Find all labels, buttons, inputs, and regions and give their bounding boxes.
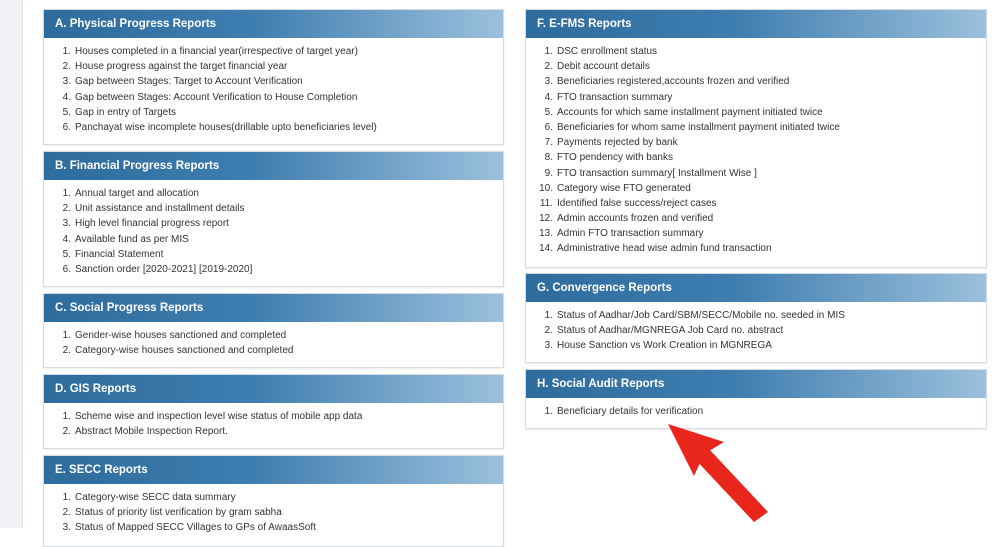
item-number: 2 . xyxy=(535,323,553,338)
panel-title: E. SECC Reports xyxy=(44,456,503,484)
report-item xyxy=(535,196,976,211)
report-link[interactable]: Status of Mapped SECC Villages to GPs of AwaasSoft xyxy=(75,522,316,534)
arrow-shaft xyxy=(694,448,768,522)
item-number: 14 . xyxy=(535,241,553,256)
report-link[interactable]: Annual target and allocation xyxy=(75,188,199,199)
panel-efms-reports xyxy=(525,9,987,268)
report-item xyxy=(53,59,493,74)
item-number: 4 . xyxy=(535,90,553,105)
report-link[interactable]: High level financial progress report xyxy=(75,218,229,230)
item-number: 2 . xyxy=(53,505,71,520)
report-item xyxy=(535,135,976,150)
item-number: 2 . xyxy=(53,343,71,358)
report-item xyxy=(53,186,493,201)
item-number: 12 . xyxy=(535,211,553,226)
report-link[interactable]: Admin accounts frozen and verified xyxy=(557,213,714,225)
report-item xyxy=(535,226,976,241)
report-link[interactable]: Panchayat wise incomplete houses(drillable upto beneficiaries level) xyxy=(75,121,377,133)
report-link[interactable]: Admin FTO transaction summary xyxy=(557,228,704,240)
panel-title: G. Convergence Reports xyxy=(526,274,986,302)
report-link[interactable]: Gap between Stages: Target to Account Verification xyxy=(75,76,303,88)
report-item xyxy=(535,211,976,226)
item-number: 2 . xyxy=(53,201,71,216)
item-number: 3 . xyxy=(53,216,71,231)
report-item xyxy=(535,308,976,323)
report-item xyxy=(535,90,976,105)
left-margin-strip xyxy=(0,0,23,528)
report-item xyxy=(53,201,493,216)
report-link[interactable]: Scheme wise and inspection level wise status of mobile app data xyxy=(75,411,363,422)
report-link[interactable]: Gap in entry of Targets xyxy=(75,106,176,118)
report-item xyxy=(53,120,493,135)
report-link[interactable]: Beneficiaries registered,accounts frozen and verified xyxy=(557,76,790,88)
panel-physical-progress-reports xyxy=(43,9,504,145)
report-list xyxy=(53,186,493,277)
report-item xyxy=(53,328,493,343)
report-link[interactable]: FTO transaction summary xyxy=(557,91,673,103)
report-item xyxy=(53,105,493,120)
report-link[interactable]: House progress against the target financial year xyxy=(75,61,288,73)
item-number: 5 . xyxy=(53,105,71,120)
panel-title: D. GIS Reports xyxy=(44,375,503,403)
report-list xyxy=(53,44,493,135)
item-number: 1 . xyxy=(535,308,553,323)
item-number: 1 . xyxy=(53,186,71,201)
report-list xyxy=(53,328,493,358)
report-link[interactable]: House Sanction vs Work Creation in MGNREGA xyxy=(557,340,772,352)
panel-title: F. E-FMS Reports xyxy=(526,10,986,38)
report-link[interactable]: Beneficiary details for verification xyxy=(557,406,704,417)
report-link[interactable]: Financial Statement xyxy=(75,248,164,260)
report-link[interactable]: Status of Aadhar/Job Card/SBM/SECC/Mobile no. seeded in MIS xyxy=(557,310,845,321)
report-list xyxy=(535,44,976,257)
item-number: 3 . xyxy=(535,338,553,353)
report-list xyxy=(535,308,976,354)
report-link[interactable]: DSC enrollment status xyxy=(557,46,658,57)
report-item xyxy=(53,409,493,424)
report-link[interactable]: Unit assistance and installment details xyxy=(75,203,245,215)
item-number: 13 . xyxy=(535,226,553,241)
report-item xyxy=(53,505,493,520)
panel-gis-reports xyxy=(43,374,504,449)
item-number: 2 . xyxy=(535,59,553,74)
panel-secc-reports xyxy=(43,455,504,547)
report-item xyxy=(535,120,976,135)
report-item xyxy=(53,232,493,247)
item-number: 7 . xyxy=(535,135,553,150)
report-link[interactable]: FTO transaction summary[ Installment Wise ] xyxy=(557,167,757,179)
report-link[interactable]: Category-wise houses sanctioned and completed xyxy=(75,345,294,357)
item-number: 3 . xyxy=(535,74,553,89)
report-item xyxy=(535,404,976,419)
item-number: 3 . xyxy=(53,520,71,535)
report-item xyxy=(53,424,493,439)
red-pointer-arrow-icon xyxy=(660,418,780,526)
report-item xyxy=(535,150,976,165)
item-number: 4 . xyxy=(53,90,71,105)
report-item xyxy=(53,216,493,231)
panel-financial-progress-reports xyxy=(43,151,504,287)
item-number: 10 . xyxy=(535,181,553,196)
item-number: 6 . xyxy=(53,262,71,277)
item-number: 3 . xyxy=(53,74,71,89)
report-link[interactable]: Houses completed in a financial year(irrespective of target year) xyxy=(75,46,358,57)
report-link[interactable]: Category-wise SECC data summary xyxy=(75,492,236,503)
report-item xyxy=(535,338,976,353)
report-item xyxy=(53,44,493,59)
report-link[interactable]: FTO pendency with banks xyxy=(557,152,673,164)
report-list xyxy=(53,490,493,536)
item-number: 1 . xyxy=(53,490,71,505)
panel-title: C. Social Progress Reports xyxy=(44,294,503,322)
item-number: 1 . xyxy=(53,328,71,343)
item-number: 9 . xyxy=(535,166,553,181)
report-item xyxy=(53,247,493,262)
report-link[interactable]: Available fund as per MIS xyxy=(75,233,189,245)
report-item xyxy=(535,166,976,181)
item-number: 8 . xyxy=(535,150,553,165)
report-link[interactable]: Beneficiaries for whom same installment payment initiated twice xyxy=(557,121,840,133)
item-number: 6 . xyxy=(535,120,553,135)
report-item xyxy=(53,262,493,277)
report-item xyxy=(535,181,976,196)
report-item xyxy=(535,323,976,338)
report-link[interactable]: Accounts for which same installment payment initiated twice xyxy=(557,106,823,118)
report-link[interactable]: Category wise FTO generated xyxy=(557,182,691,194)
report-item xyxy=(53,90,493,105)
item-number: 5 . xyxy=(535,105,553,120)
report-link[interactable]: Identified false success/reject cases xyxy=(557,197,717,209)
item-number: 1 . xyxy=(535,44,553,59)
item-number: 1 . xyxy=(53,44,71,59)
report-item xyxy=(53,74,493,89)
report-list xyxy=(53,409,493,439)
report-item xyxy=(535,59,976,74)
panel-convergence-reports xyxy=(525,273,987,363)
panel-social-progress-reports xyxy=(43,293,504,368)
item-number: 4 . xyxy=(53,232,71,247)
report-link[interactable]: Status of Aadhar/MGNREGA Job Card no. abstract xyxy=(557,325,784,337)
report-link[interactable]: Gender-wise houses sanctioned and completed xyxy=(75,330,287,341)
report-link[interactable]: Gap between Stages: Account Verification to House Completion xyxy=(75,91,358,103)
report-item xyxy=(53,490,493,505)
item-number: 11 . xyxy=(535,196,553,211)
report-link[interactable]: Debit account details xyxy=(557,61,650,73)
report-link[interactable]: Status of priority list verification by gram sabha xyxy=(75,507,282,519)
report-item xyxy=(535,74,976,89)
report-item xyxy=(535,105,976,120)
report-item xyxy=(535,44,976,59)
panel-title: B. Financial Progress Reports xyxy=(44,152,503,180)
report-link[interactable]: Abstract Mobile Inspection Report. xyxy=(75,426,228,438)
panel-title: A. Physical Progress Reports xyxy=(44,10,503,38)
item-number: 2 . xyxy=(53,424,71,439)
report-item xyxy=(535,241,976,256)
item-number: 2 . xyxy=(53,59,71,74)
report-link[interactable]: Administrative head wise admin fund transaction xyxy=(557,243,772,255)
item-number: 5 . xyxy=(53,247,71,262)
report-list xyxy=(535,404,976,419)
report-item xyxy=(53,343,493,358)
panel-title: H. Social Audit Reports xyxy=(526,370,986,398)
item-number: 1 . xyxy=(53,409,71,424)
report-link[interactable]: Payments rejected by bank xyxy=(557,137,678,149)
item-number: 1 . xyxy=(535,404,553,419)
item-number: 6 . xyxy=(53,120,71,135)
report-link[interactable]: Sanction order [2020-2021] [2019-2020] xyxy=(75,263,253,275)
